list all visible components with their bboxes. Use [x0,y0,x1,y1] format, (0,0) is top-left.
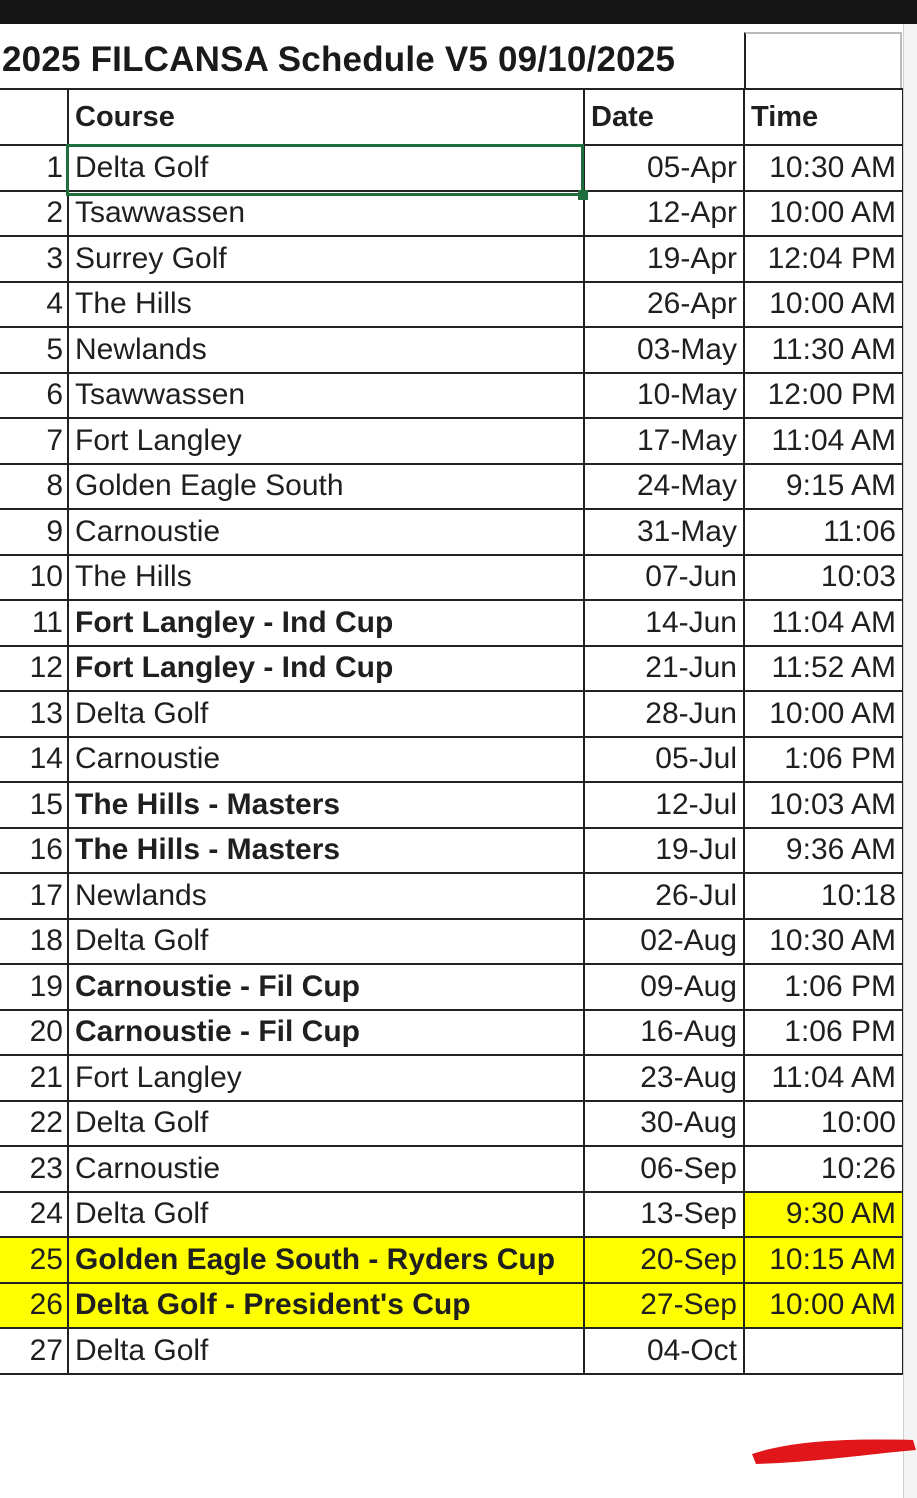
time-cell[interactable]: 9:30 AM [744,1192,903,1238]
row-number[interactable]: 24 [0,1192,68,1238]
header-row [0,89,903,145]
course-cell[interactable]: Delta Golf - President's Cup [68,1283,584,1329]
time-cell[interactable]: 10:00 [744,1101,903,1147]
row-number[interactable]: 22 [0,1101,68,1147]
row-number[interactable]: 8 [0,464,68,510]
row-number[interactable]: 6 [0,373,68,419]
row-number[interactable]: 17 [0,873,68,919]
schedule-title: 2025 FILCANSA Schedule V5 09/10/2025 [2,40,676,79]
course-cell[interactable]: The Hills - Masters [68,782,584,828]
course-cell[interactable]: Golden Eagle South [68,464,584,510]
date-cell[interactable]: 06-Sep [584,1146,744,1192]
date-cell[interactable]: 12-Apr [584,191,744,237]
table-row [0,418,903,464]
date-cell[interactable]: 10-May [584,373,744,419]
time-cell[interactable]: 10:03 [744,555,903,601]
date-cell[interactable]: 02-Aug [584,919,744,965]
course-cell[interactable]: Golden Eagle South - Ryders Cup [68,1237,584,1283]
table-row [0,646,903,692]
header-number-cell[interactable] [0,89,68,145]
time-cell[interactable]: 10:00 AM [744,691,903,737]
table-row [0,691,903,737]
table-row [0,145,903,191]
row-number[interactable]: 18 [0,919,68,965]
time-cell[interactable]: 10:03 AM [744,782,903,828]
table-row [0,236,903,282]
row-number[interactable]: 4 [0,282,68,328]
course-cell[interactable]: The Hills - Masters [68,828,584,874]
course-cell[interactable]: Tsawwassen [68,191,584,237]
row-number[interactable]: 16 [0,828,68,874]
table-row [0,282,903,328]
course-cell[interactable]: Delta Golf [68,1192,584,1238]
row-number[interactable]: 20 [0,1010,68,1056]
time-cell[interactable]: 12:00 PM [744,373,903,419]
row-number[interactable]: 21 [0,1055,68,1101]
date-cell[interactable]: 03-May [584,327,744,373]
top-bar [0,0,917,24]
course-cell[interactable]: The Hills [68,282,584,328]
table-row [0,464,903,510]
table-row [0,327,903,373]
date-cell[interactable]: 28-Jun [584,691,744,737]
course-cell[interactable]: Carnoustie [68,509,584,555]
table-row [0,191,903,237]
column-edge [903,24,917,1498]
table-row [0,509,903,555]
schedule-table [0,88,904,1375]
row-number[interactable]: 7 [0,418,68,464]
date-cell[interactable]: 26-Apr [584,282,744,328]
date-cell[interactable]: 19-Jul [584,828,744,874]
time-cell[interactable]: 11:52 AM [744,646,903,692]
row-number[interactable]: 10 [0,555,68,601]
course-cell[interactable]: Fort Langley - Ind Cup [68,646,584,692]
table-row [0,600,903,646]
course-cell[interactable]: Delta Golf [68,1328,584,1374]
course-cell[interactable]: Carnoustie - Fil Cup [68,1010,584,1056]
course-cell[interactable]: The Hills [68,555,584,601]
date-cell[interactable]: 13-Sep [584,1192,744,1238]
course-cell[interactable]: Delta Golf [68,1101,584,1147]
course-cell[interactable]: Carnoustie [68,737,584,783]
time-cell[interactable]: 1:06 PM [744,1010,903,1056]
table-row [0,1146,903,1192]
row-number[interactable]: 3 [0,236,68,282]
course-cell[interactable]: Tsawwassen [68,373,584,419]
time-cell[interactable]: 10:00 AM [744,282,903,328]
date-cell[interactable]: 12-Jul [584,782,744,828]
date-cell[interactable]: 30-Aug [584,1101,744,1147]
course-cell[interactable]: Carnoustie [68,1146,584,1192]
row-number[interactable]: 12 [0,646,68,692]
date-cell[interactable]: 07-Jun [584,555,744,601]
row-number[interactable]: 25 [0,1237,68,1283]
time-cell[interactable]: 1:06 PM [744,737,903,783]
date-cell[interactable]: 09-Aug [584,964,744,1010]
table-row [0,919,903,965]
time-cell[interactable]: 10:00 AM [744,191,903,237]
course-cell[interactable]: Delta Golf [68,145,584,191]
course-cell[interactable]: Delta Golf [68,691,584,737]
date-cell[interactable]: 24-May [584,464,744,510]
time-cell[interactable]: 10:18 [744,873,903,919]
date-cell[interactable]: 27-Sep [584,1283,744,1329]
date-cell[interactable]: 31-May [584,509,744,555]
table-row [0,737,903,783]
header-course[interactable]: Course [68,89,584,145]
date-cell[interactable]: 05-Jul [584,737,744,783]
row-number[interactable]: 23 [0,1146,68,1192]
time-cell[interactable]: 11:04 AM [744,418,903,464]
table-row [0,1283,903,1329]
title-row [0,32,903,88]
table-row [0,828,903,874]
time-cell[interactable]: 11:30 AM [744,327,903,373]
table-row [0,1101,903,1147]
date-cell[interactable]: 16-Aug [584,1010,744,1056]
table-row [0,1192,903,1238]
table-row [0,373,903,419]
date-cell[interactable]: 05-Apr [584,145,744,191]
header-time[interactable]: Time [744,89,903,145]
table-row [0,1237,903,1283]
course-cell[interactable]: Fort Langley [68,1055,584,1101]
date-cell[interactable]: 17-May [584,418,744,464]
table-row [0,1055,903,1101]
course-cell[interactable]: Carnoustie - Fil Cup [68,964,584,1010]
time-cell[interactable]: 10:30 AM [744,145,903,191]
time-cell[interactable]: 10:30 AM [744,919,903,965]
course-cell[interactable]: Fort Langley [68,418,584,464]
date-cell[interactable]: 14-Jun [584,600,744,646]
row-number[interactable]: 27 [0,1328,68,1374]
date-cell[interactable]: 26-Jul [584,873,744,919]
date-cell[interactable]: 04-Oct [584,1328,744,1374]
table-row [0,873,903,919]
time-cell[interactable]: 10:15 AM [744,1237,903,1283]
course-cell[interactable]: Delta Golf [68,919,584,965]
row-number[interactable]: 11 [0,600,68,646]
fill-handle[interactable] [578,190,588,200]
date-cell[interactable]: 19-Apr [584,236,744,282]
course-cell[interactable]: Surrey Golf [68,236,584,282]
row-number[interactable]: 2 [0,191,68,237]
row-number[interactable]: 15 [0,782,68,828]
course-cell[interactable]: Newlands [68,327,584,373]
row-number[interactable]: 13 [0,691,68,737]
row-number[interactable]: 5 [0,327,68,373]
row-number[interactable]: 1 [0,145,68,191]
course-cell[interactable]: Newlands [68,873,584,919]
time-cell[interactable]: 9:36 AM [744,828,903,874]
date-cell[interactable]: 20-Sep [584,1237,744,1283]
row-number[interactable]: 14 [0,737,68,783]
date-cell[interactable]: 23-Aug [584,1055,744,1101]
time-cell[interactable] [744,1328,903,1374]
table-row [0,964,903,1010]
row-number[interactable]: 9 [0,509,68,555]
title-empty-cell[interactable] [744,32,902,88]
table-row [0,782,903,828]
row-number[interactable]: 26 [0,1283,68,1329]
header-date[interactable]: Date [584,89,744,145]
time-cell[interactable]: 9:15 AM [744,464,903,510]
row-number[interactable]: 19 [0,964,68,1010]
time-cell[interactable]: 11:04 AM [744,600,903,646]
time-cell[interactable]: 11:06 [744,509,903,555]
time-cell[interactable]: 1:06 PM [744,964,903,1010]
time-cell[interactable]: 11:04 AM [744,1055,903,1101]
date-cell[interactable]: 21-Jun [584,646,744,692]
table-row [0,1328,903,1374]
time-cell[interactable]: 10:26 [744,1146,903,1192]
table-row [0,555,903,601]
course-cell[interactable]: Fort Langley - Ind Cup [68,600,584,646]
time-cell[interactable]: 10:00 AM [744,1283,903,1329]
table-row [0,1010,903,1056]
time-cell[interactable]: 12:04 PM [744,236,903,282]
